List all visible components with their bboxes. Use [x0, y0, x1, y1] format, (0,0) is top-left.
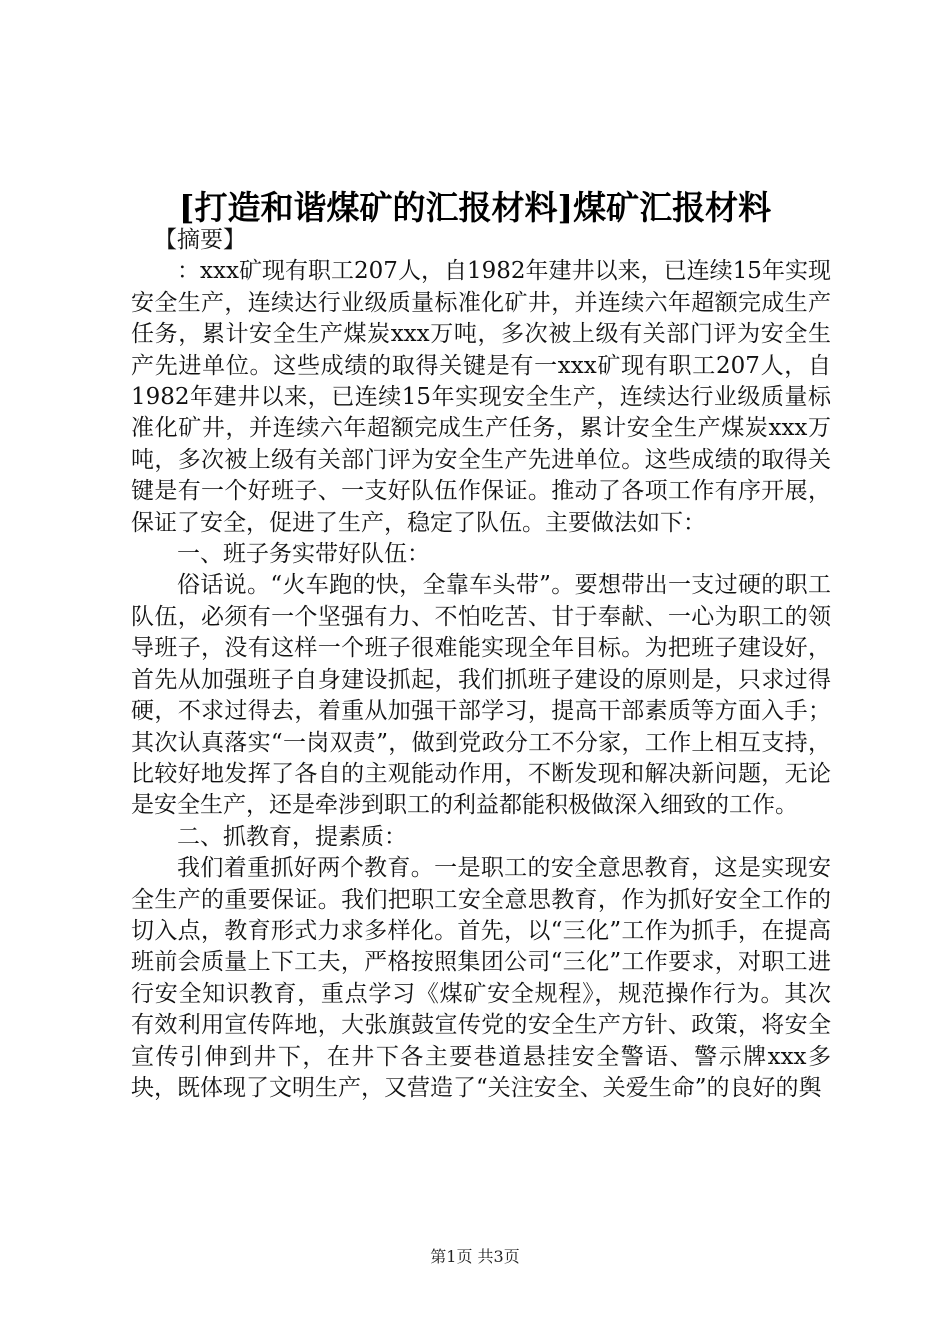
page-footer: 第1页 共3页	[430, 1247, 520, 1266]
abstract-label: 【摘要】	[154, 227, 246, 253]
section-heading-2: 二、抓教育，提素质：	[177, 823, 407, 850]
document-title: [打造和谐煤矿的汇报材料]煤矿汇报材料	[178, 188, 772, 227]
paragraph-section-1: 俗话说。“火车跑的快，全靠车头带”。要想带出一支过硬的职工队伍，必须有一个坚强有力、不怕吃苦、甘于奉献、一心为职工的领导班子，没有这样一个班子很难能实现全年目标。为把班子建设好，首先从加强班子自身建设抓起，我们抓班子建设的原则是，只求过得硬，不求过得去，着重从加强干部学习，提高干部素质等方面入手；其次认真落实“一岗双责”，做到党政分工不分家，工作上相互支持，比较好地发挥了各自的主观能动作用，不断发现和解决新问题，无论是安全生产，还是牵涉到职工的利益都能积极做深入细致的工作。	[131, 572, 831, 819]
paragraph-intro: ：xxx矿现有职工207人，自1982年建井以来，已连续15年实现安全生产，连续达行业级质量标准化矿井，并连续六年超额完成生产任务，累计安全生产煤炭xxx万吨，多次被上级有关部门评为安全生产先进单位。这些成绩的取得关键是有一xxx矿现有职工207人，自1982年建井以来，已连续15年实现安全生产，连续达行业级质量标准化矿井，并连续六年超额完成生产任务，累计安全生产煤炭xxx万吨，多次被上级有关部门评为安全生产先进单位。这些成绩的取得关键是有一个好班子、一支好队伍作保证。推动了各项工作有序开展，保证了安全，促进了生产，稳定了队伍。主要做法如下：	[131, 258, 831, 536]
paragraph-section-2: 我们着重抓好两个教育。一是职工的安全意思教育，这是实现安全生产的重要保证。我们把职工安全意思教育，作为抓好安全工作的切入点，教育形式力求多样化。首先，以“三化”工作为抓手，在提高班前会质量上下工夫，严格按照集团公司“三化”工作要求，对职工进行安全知识教育，重点学习《煤矿安全规程》，规范操作行为。其次有效利用宣传阵地，大张旗鼓宣传党的安全生产方针、政策，将安全宣传引伸到井下，在井下各主要巷道悬挂安全警语、警示牌xxx多块，既体现了文明生产，又营造了“关注安全、关爱生命”的良好的舆	[131, 855, 831, 1101]
section-heading-1: 一、班子务实带好队伍：	[177, 541, 430, 568]
document-body	[131, 225, 831, 1104]
